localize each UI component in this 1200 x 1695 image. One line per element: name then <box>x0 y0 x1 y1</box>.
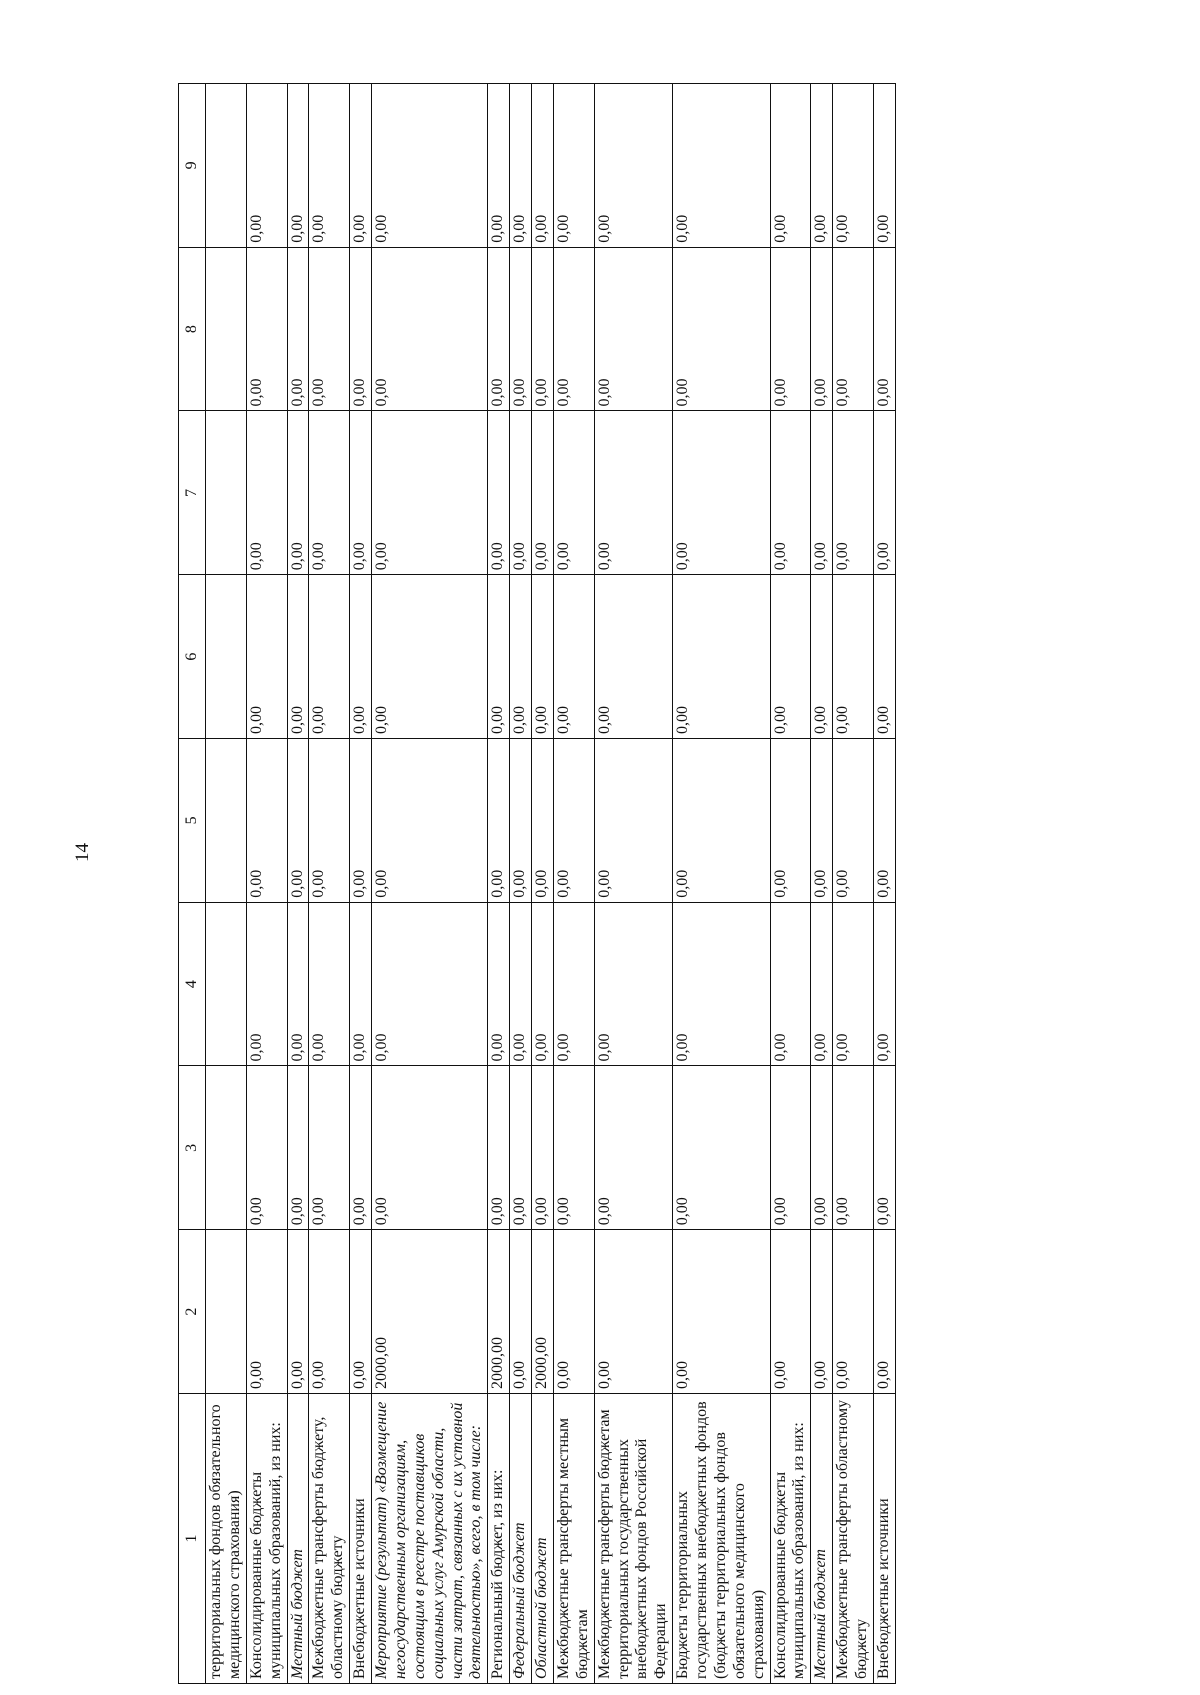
table-cell: 0,00 <box>673 1066 770 1230</box>
table-cell: 0,00 <box>594 247 673 411</box>
table-cell: 0,00 <box>673 902 770 1066</box>
table-row <box>594 84 673 1684</box>
table-cell: 0,00 <box>372 902 488 1066</box>
table-cell: 0,00 <box>873 247 895 411</box>
table-cell: 0,00 <box>873 1230 895 1394</box>
table-cell: 0,00 <box>510 411 532 575</box>
table-cell: 0,00 <box>811 1230 833 1394</box>
table-cell: 0,00 <box>350 1230 372 1394</box>
table-cell: 0,00 <box>873 84 895 248</box>
table-cell: 0,00 <box>246 1230 287 1394</box>
table-header-row <box>179 84 206 1684</box>
column-header-4: 4 <box>179 902 206 1066</box>
table-cell: 0,00 <box>287 1066 309 1230</box>
table-cell: 0,00 <box>673 575 770 739</box>
table-row <box>372 84 488 1684</box>
table-cell: 0,00 <box>287 84 309 248</box>
table-cell: 0,00 <box>594 1066 673 1230</box>
table-cell: 0,00 <box>510 84 532 248</box>
table-cell: 0,00 <box>594 411 673 575</box>
table-cell: 0,00 <box>488 411 510 575</box>
table-row <box>488 84 510 1684</box>
column-header-7: 7 <box>179 411 206 575</box>
column-header-6: 6 <box>179 575 206 739</box>
table-cell: 0,00 <box>594 1230 673 1394</box>
table-cell: 0,00 <box>532 247 554 411</box>
table-cell: 0,00 <box>594 575 673 739</box>
table-cell: 0,00 <box>287 902 309 1066</box>
column-header-8: 8 <box>179 247 206 411</box>
column-header-5: 5 <box>179 739 206 903</box>
row-label: Консолидированные бюджеты муниципальных образований, из них: <box>770 1394 811 1684</box>
table-cell: 0,00 <box>811 1066 833 1230</box>
table-cell: 0,00 <box>811 575 833 739</box>
table-cell: 0,00 <box>770 1066 811 1230</box>
table-cell: 0,00 <box>553 84 594 248</box>
table-cell: 0,00 <box>873 739 895 903</box>
table-row <box>510 84 532 1684</box>
table-cell: 0,00 <box>532 902 554 1066</box>
table-row <box>532 84 554 1684</box>
table-cell: 0,00 <box>833 575 874 739</box>
table-cell: 0,00 <box>594 902 673 1066</box>
table-cell: 2000,00 <box>488 1230 510 1394</box>
table-cell: 0,00 <box>287 739 309 903</box>
column-header-9: 9 <box>179 84 206 248</box>
table-cell: 0,00 <box>488 247 510 411</box>
table-cell: 0,00 <box>833 1230 874 1394</box>
table-cell: 0,00 <box>770 902 811 1066</box>
table-cell: 0,00 <box>811 739 833 903</box>
table-cell: 0,00 <box>372 411 488 575</box>
table-cell: 0,00 <box>833 411 874 575</box>
table-cell: 0,00 <box>833 739 874 903</box>
table-cell: 0,00 <box>553 575 594 739</box>
table-cell: 0,00 <box>309 575 350 739</box>
row-label: Внебюджетные источники <box>873 1394 895 1684</box>
table-cell: 0,00 <box>553 1230 594 1394</box>
table-cell <box>206 739 247 903</box>
table-row <box>833 84 874 1684</box>
table-row <box>553 84 594 1684</box>
table-row <box>770 84 811 1684</box>
table-cell: 0,00 <box>287 575 309 739</box>
table-row <box>246 84 287 1684</box>
table-cell: 0,00 <box>673 739 770 903</box>
table-cell: 0,00 <box>553 739 594 903</box>
table-cell: 2000,00 <box>372 1230 488 1394</box>
table-cell <box>206 1230 247 1394</box>
table-cell: 0,00 <box>350 739 372 903</box>
table-cell: 0,00 <box>770 739 811 903</box>
table-cell <box>206 411 247 575</box>
table-cell: 0,00 <box>770 575 811 739</box>
row-label: Межбюджетные трансферты бюджету, областному бюджету <box>309 1394 350 1684</box>
table-cell: 0,00 <box>532 411 554 575</box>
table-cell: 0,00 <box>510 247 532 411</box>
row-label: Региональный бюджет, из них: <box>488 1394 510 1684</box>
table-cell: 0,00 <box>833 247 874 411</box>
row-label: Бюджеты территориальных государственных внебюджетных фондов (бюджеты территориальных фондов обязательного медицинского страхования) <box>673 1394 770 1684</box>
table-cell: 0,00 <box>488 1066 510 1230</box>
row-label: Консолидированные бюджеты муниципальных образований, из них: <box>246 1394 287 1684</box>
table-cell: 0,00 <box>350 247 372 411</box>
table-row <box>873 84 895 1684</box>
table-row <box>673 84 770 1684</box>
table-cell: 0,00 <box>873 902 895 1066</box>
column-header-2: 2 <box>179 1230 206 1394</box>
table-cell: 0,00 <box>309 739 350 903</box>
table-cell: 0,00 <box>309 902 350 1066</box>
table-cell: 0,00 <box>532 1066 554 1230</box>
row-label: Местный бюджет <box>287 1394 309 1684</box>
table-row <box>206 84 247 1684</box>
table-cell: 0,00 <box>811 902 833 1066</box>
table-cell <box>206 247 247 411</box>
table-cell: 0,00 <box>532 739 554 903</box>
row-label: Межбюджетные трансферты бюджетам территориальных государственных внебюджетных фондов Российской Федерации <box>594 1394 673 1684</box>
table-row <box>309 84 350 1684</box>
table-cell: 0,00 <box>350 1066 372 1230</box>
table-cell <box>206 84 247 248</box>
table-cell: 0,00 <box>532 84 554 248</box>
row-label: территориальных фондов обязательного медицинского страхования) <box>206 1394 247 1684</box>
table-cell: 0,00 <box>770 84 811 248</box>
table-cell <box>206 1066 247 1230</box>
table-cell: 0,00 <box>811 84 833 248</box>
table-cell: 0,00 <box>553 902 594 1066</box>
table-cell: 0,00 <box>246 739 287 903</box>
row-label: Областной бюджет <box>532 1394 554 1684</box>
table-cell: 0,00 <box>873 411 895 575</box>
table-cell: 0,00 <box>673 1230 770 1394</box>
table-cell: 0,00 <box>309 84 350 248</box>
table-cell: 0,00 <box>873 575 895 739</box>
table-row <box>287 84 309 1684</box>
table-cell: 2000,00 <box>532 1230 554 1394</box>
table-cell: 0,00 <box>350 84 372 248</box>
table-cell: 0,00 <box>287 1230 309 1394</box>
table-cell: 0,00 <box>246 247 287 411</box>
budget-table <box>178 83 896 1684</box>
table-cell: 0,00 <box>246 1066 287 1230</box>
column-header-1: 1 <box>179 1394 206 1684</box>
table-cell: 0,00 <box>309 1066 350 1230</box>
table-cell: 0,00 <box>594 739 673 903</box>
table-cell: 0,00 <box>246 84 287 248</box>
table-cell: 0,00 <box>350 411 372 575</box>
table-body <box>206 84 896 1684</box>
row-label: Межбюджетные трансферты местным бюджетам <box>553 1394 594 1684</box>
row-label: Внебюджетные источники <box>350 1394 372 1684</box>
table-cell: 0,00 <box>372 739 488 903</box>
table-cell: 0,00 <box>532 575 554 739</box>
table-cell: 0,00 <box>510 1066 532 1230</box>
table-cell: 0,00 <box>510 1230 532 1394</box>
table-cell: 0,00 <box>309 247 350 411</box>
table-row <box>350 84 372 1684</box>
table-cell: 0,00 <box>770 1230 811 1394</box>
table-cell: 0,00 <box>372 247 488 411</box>
table-cell: 0,00 <box>372 84 488 248</box>
table-cell: 0,00 <box>309 1230 350 1394</box>
table-cell: 0,00 <box>488 739 510 903</box>
table-cell: 0,00 <box>350 902 372 1066</box>
table-cell: 0,00 <box>553 411 594 575</box>
table-cell: 0,00 <box>510 902 532 1066</box>
column-header-3: 3 <box>179 1066 206 1230</box>
table-cell <box>206 575 247 739</box>
table-row <box>811 84 833 1684</box>
table-cell: 0,00 <box>833 1066 874 1230</box>
table-cell: 0,00 <box>770 411 811 575</box>
table-cell: 0,00 <box>811 411 833 575</box>
table-cell: 0,00 <box>873 1066 895 1230</box>
row-label: Федеральный бюджет <box>510 1394 532 1684</box>
table-cell: 0,00 <box>287 411 309 575</box>
table-cell: 0,00 <box>488 902 510 1066</box>
table-cell: 0,00 <box>770 247 811 411</box>
table-cell: 0,00 <box>673 84 770 248</box>
table-cell: 0,00 <box>833 84 874 248</box>
row-label: Мероприятие (результат) «Возмещение негосударственным организациям, состоящим в реестре поставщиков социальных услуг Амурской области, части затрат, связанных с их уставной деятельностью», всего, в том числе: <box>372 1394 488 1684</box>
table-cell: 0,00 <box>510 575 532 739</box>
table-cell: 0,00 <box>488 84 510 248</box>
table-cell <box>206 902 247 1066</box>
table-cell: 0,00 <box>553 247 594 411</box>
table-cell: 0,00 <box>246 902 287 1066</box>
table-cell: 0,00 <box>488 575 510 739</box>
table-cell: 0,00 <box>553 1066 594 1230</box>
table-cell: 0,00 <box>372 575 488 739</box>
table-cell: 0,00 <box>372 1066 488 1230</box>
table-cell: 0,00 <box>673 247 770 411</box>
table-cell: 0,00 <box>594 84 673 248</box>
page-number: 14 <box>72 843 93 862</box>
table-cell: 0,00 <box>811 247 833 411</box>
row-label: Местный бюджет <box>811 1394 833 1684</box>
table-cell: 0,00 <box>350 575 372 739</box>
row-label: Межбюджетные трансферты областному бюджету <box>833 1394 874 1684</box>
table-cell: 0,00 <box>246 575 287 739</box>
table-cell: 0,00 <box>673 411 770 575</box>
table-cell: 0,00 <box>287 247 309 411</box>
table-cell: 0,00 <box>833 902 874 1066</box>
table-cell: 0,00 <box>309 411 350 575</box>
table-cell: 0,00 <box>510 739 532 903</box>
table-cell: 0,00 <box>246 411 287 575</box>
rotated-table-wrapper <box>178 84 1066 1684</box>
